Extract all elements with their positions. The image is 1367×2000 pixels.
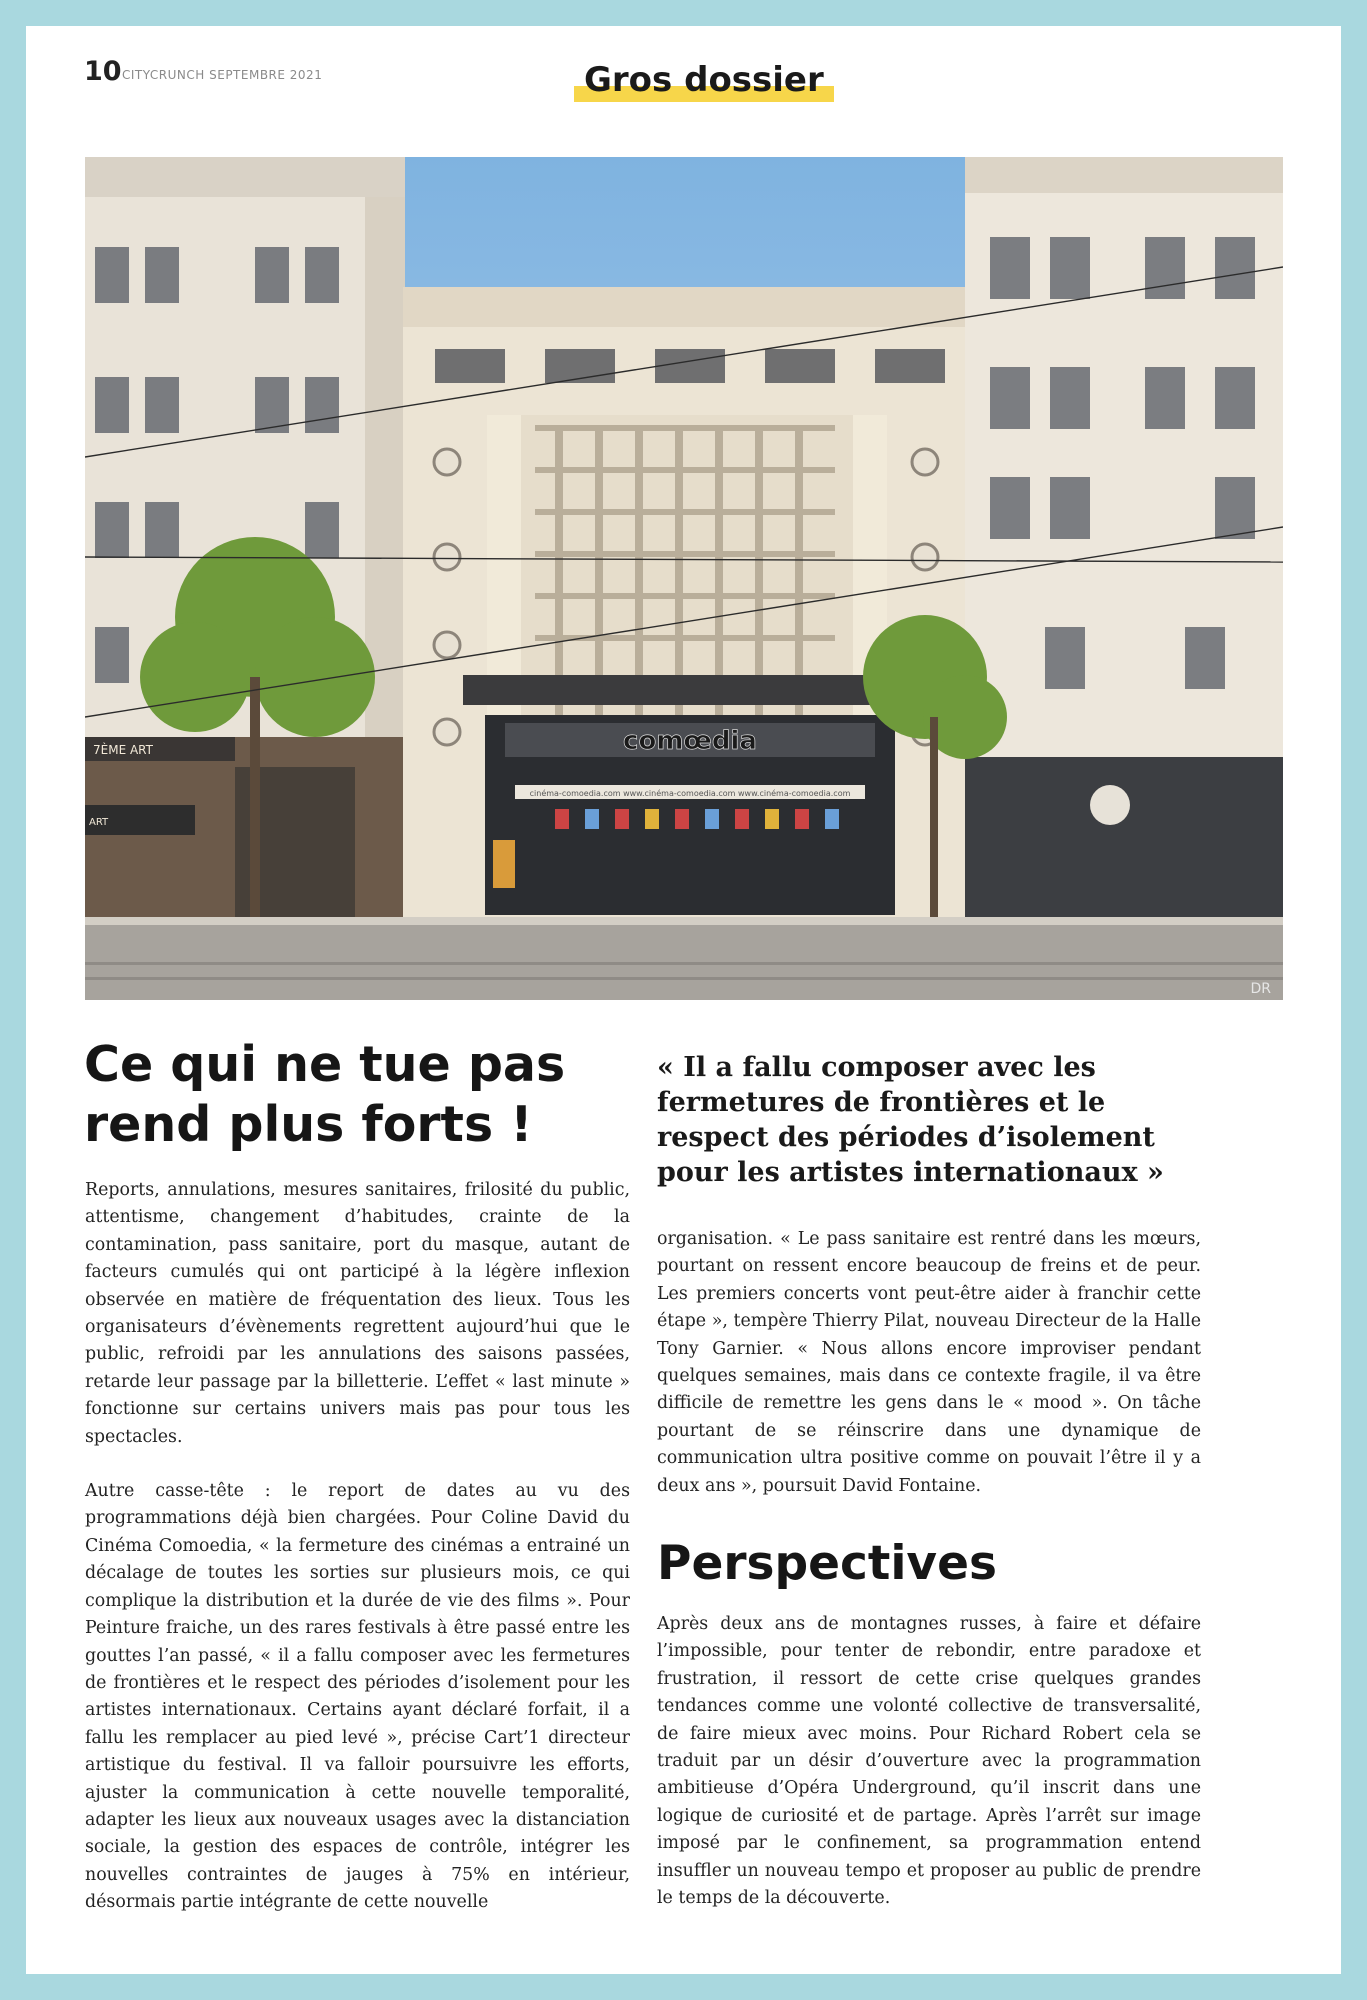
right-column-top — [657, 1226, 1201, 1500]
page-header — [84, 54, 1284, 114]
cinema-sign-text: comœdia — [623, 726, 757, 756]
subheading-perspectives: Perspectives — [657, 1536, 997, 1591]
section-label: Gros dossier — [584, 60, 824, 100]
page-number: 10 — [84, 56, 122, 87]
paragraph-organisation: organisation. « Le pass sanitaire est rentré dans les mœurs, pourtant on ressent encore beaucoup de freins et de peur. Les premiers concerts vont peut-être aider à franchir cette étape », tempère Thierry Pilat, nouveau Directeur de la Halle Tony Garnier. « Nous allons encore improviser pendant quelques semaines, mais dans ce contexte fragile, il va être difficile de remettre les gens dans le « mood ». On tâche pourtant de se réinscrire dans une dynamique de communication ultra positive comme on pouvait l’être il y a deux ans », poursuit David Fontaine. — [657, 1229, 1201, 1496]
paragraph-intro: Reports, annulations, mesures sanitaires, frilosité du public, attentisme, changement d’habitudes, crainte de la contamination, pass sanitaire, port du masque, autant de facteurs cumulés qui ont participé à la légère inflexion observée en matière de fréquentation des lieux. Tous les organisateurs d’évènements regrettent aujourd’hui que le public, refroidi par les annulations des saisons passées, retarde leur passage par la billetterie. L’effet « last minute » fonctionne sur certains univers mais pas pour tous les spectacles. — [85, 1180, 630, 1447]
paragraph-perspectives: Après deux ans de montagnes russes, à faire et défaire l’impossible, pour tenter de rebondir, entre paradoxe et frustration, il ressort de cette crise quelques grandes tendances comme une volonté collective de transversalité, de faire mieux avec moins. Pour Richard Robert cela se traduit par un désir d’ouverture avec la programmation ambitieuse d’Opéra Underground, qu’il inscrit dans une logique de curiosité et de partage. Après l’arrêt sur image imposé par le confinement, sa programmation entend insuffler un nouveau tempo et proposer au public de prendre le temps de la découverte. — [657, 1614, 1201, 1909]
pull-quote: « Il a fallu composer avec les fermetures de frontières et le respect des périodes d’isolement pour les artistes internationaux » — [657, 1052, 1164, 1188]
shop-sign-text: 7ÈME ART — [93, 743, 153, 757]
paragraph-casse-tete: Autre casse-tête : le report de dates au vu des programmations déjà bien chargées. Pour Coline David du Cinéma Comoedia, « la fermeture des cinémas a entrainé un décalage de toutes les sorties sur plusieurs mois, ce qui complique la distribution et la durée de vie des films ». Pour Peinture fraiche, un des rares festivals à être passé entre les gouttes l’an passé, « il a fallu composer avec les fermetures de frontières et le respect des périodes d’isolement pour les artistes internationaux. Certains ayant déclaré forfait, il a fallu les remplacer au pied levé », précise Cart’1 directeur artistique du festival. Il va falloir poursuivre les efforts, ajuster la communication à cette nouvelle temporalité, adapter les lieux aux nouveaux usages avec la distanciation sociale, la gestion des espaces de contrôle, intégrer les nouvelles contraintes de jauges à 75% en intérieur, désormais partie intégrante de cette nouvelle — [85, 1481, 630, 1913]
art-sign-text: ART — [89, 817, 109, 828]
cinema-marquee-text: cinéma-comoedia.com www.cinéma-comoedia.com www.cinéma-comoedia.com — [529, 789, 851, 798]
right-column-bottom — [657, 1611, 1201, 1912]
article-title: Ce qui ne tue pas rend plus forts ! — [84, 1036, 566, 1153]
cinema-facade-illustration — [85, 157, 1283, 1000]
section-tag — [574, 60, 834, 104]
left-column — [85, 1177, 630, 1917]
publication-name: CITYCRUNCH SEPTEMBRE 2021 — [122, 68, 323, 82]
photo-credit: DR — [1250, 981, 1271, 997]
cinema-photo — [85, 157, 1283, 1000]
